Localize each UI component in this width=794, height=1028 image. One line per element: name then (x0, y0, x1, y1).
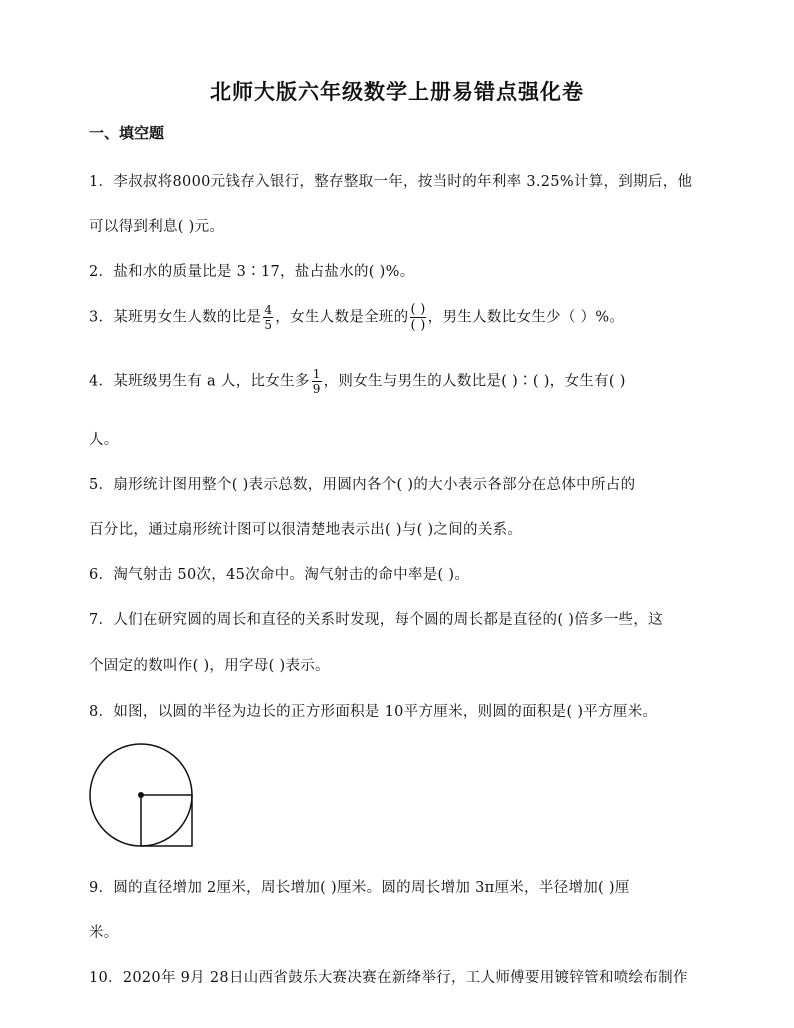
question-4-line-2: 人。 (89, 432, 119, 448)
question-3-text-after: ，男生人数比女生少（ ）%。 (427, 309, 625, 326)
question-3-text-middle: ，女生人数是全班的 (275, 309, 409, 326)
question-7-line-1: 7．人们在研究圆的周长和直径的关系时发现，每个圆的周长都是直径的( )倍多一些，这 (89, 612, 663, 628)
question-10-line-1: 10．2020年 9月 28日山西省鼓乐大赛决赛在新绛举行，工人师傅要用镀锌管和喷绘布制作 (89, 970, 688, 986)
circle-square-figure (88, 742, 200, 858)
question-2-line-1: 2．盐和水的质量比是 3∶17，盐占盐水的( )%。 (89, 264, 415, 280)
circle-center-dot (138, 792, 144, 798)
blank-fraction: $\frac{( )}{( )}$ (410, 302, 426, 333)
question-4-text-before: 4．某班级男生有 a 人，比女生多 (89, 373, 310, 390)
question-5-line-2: 百分比，通过扇形统计图可以很清楚地表示出( )与( )之间的关系。 (89, 522, 523, 538)
question-9-line-2: 米。 (89, 925, 119, 941)
question-1-line-2: 可以得到利息( )元。 (89, 219, 225, 235)
question-3-text-before: 3．某班男女生人数的比是 (89, 309, 262, 326)
question-5-line-1: 5．扇形统计图用整个( )表示总数，用圆内各个( )的大小表示各部分在总体中所占的 (89, 477, 636, 493)
page-title: 北师大版六年级数学上册易错点强化卷 (210, 79, 584, 104)
question-6-line-1: 6．淘气射击 50次，45次命中。淘气射击的命中率是( )。 (89, 567, 470, 583)
question-3-line (89, 302, 624, 333)
fraction-one-ninth: $\frac{1}{9}$ (312, 367, 321, 396)
question-7-line-2: 个固定的数叫作( )，用字母( )表示。 (89, 658, 330, 674)
question-1-line-1: 1．李叔叔将8000元钱存入银行，整存整取一年，按当时的年利率 3.25%计算，到期后，他 (89, 174, 693, 190)
question-4-text-after: ，则女生与男生的人数比是( )∶( )，女生有( ) (323, 373, 626, 390)
question-9-line-1: 9．圆的直径增加 2厘米，周长增加( )厘米。圆的周长增加 3π厘米，半径增加( )厘 (89, 880, 630, 896)
section-heading: 一、填空题 (89, 124, 165, 142)
question-4-line-1 (89, 367, 626, 396)
question-8-line-1: 8．如图，以圆的半径为边长的正方形面积是 10平方厘米，则圆的面积是( )平方厘米。 (89, 704, 658, 720)
fraction-four-fifths: $\frac{4}{5}$ (264, 303, 273, 332)
circle-diagram (88, 742, 200, 854)
